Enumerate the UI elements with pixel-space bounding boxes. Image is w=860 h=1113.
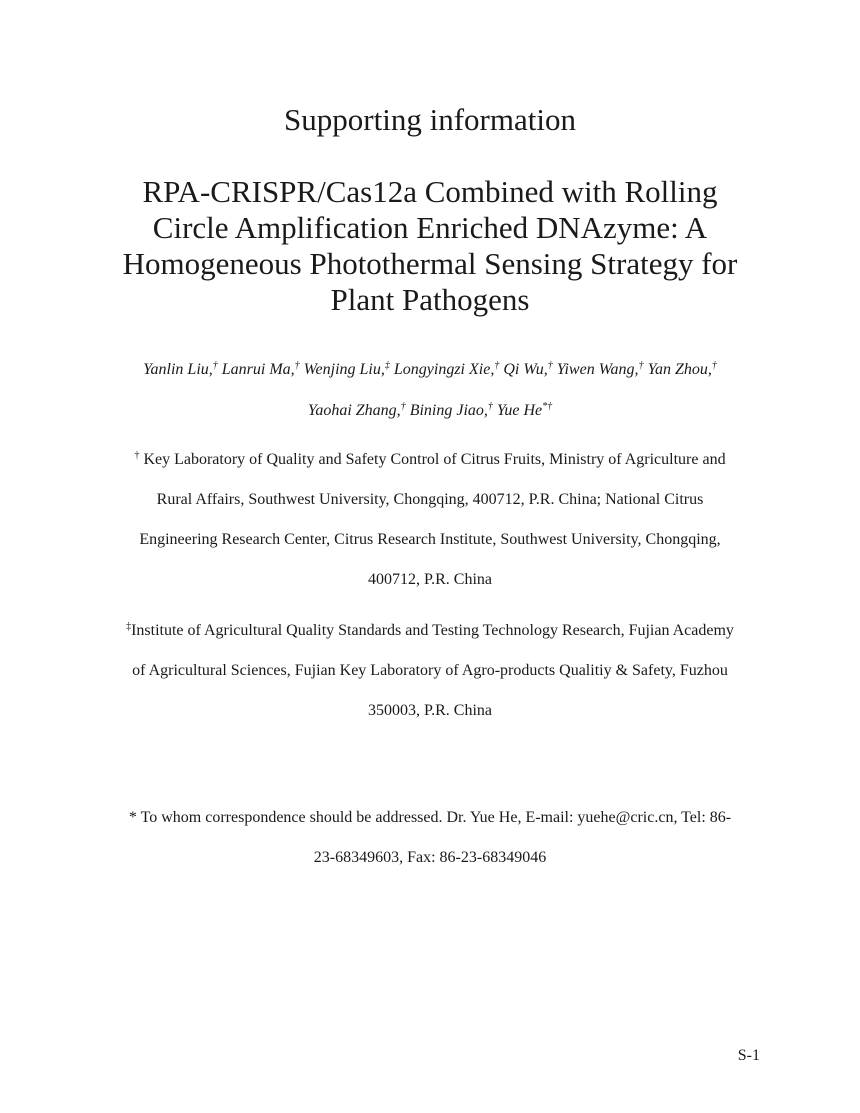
title-line: Circle Amplification Enriched DNAzyme: A [152,210,708,245]
author-name: Yan Zhou, [647,361,712,378]
paper-title [80,174,780,318]
page-number: S-1 [737,1047,760,1064]
affiliation-line: 400712, P.R. China [367,571,492,588]
affiliation-2 [90,620,770,740]
affiliation-line [90,620,770,660]
title-line: Plant Pathogens [330,282,530,317]
author-list-line-1 [40,361,820,379]
author-affiliation-mark: † [494,360,500,371]
title-line: RPA-CRISPR/Cas12a Combined with Rolling [142,174,718,209]
affiliation-line: Rural Affairs, Southwest University, Chongqing, 400712, P.R. China; National Citrus [156,491,704,508]
author-affiliation-mark: *† [542,401,553,412]
author-name: Yanlin Liu, [143,361,213,378]
affiliation-1 [90,449,770,609]
affiliation-line: 350003, P.R. China [367,702,492,719]
author-affiliation-mark: † [711,360,717,371]
affiliation-line [90,449,770,489]
affiliation-mark: † [134,450,140,461]
author-name: Lanrui Ma, [221,361,295,378]
author-affiliation-mark: † [487,401,493,412]
title-line: Homogeneous Photothermal Sensing Strategy for [122,246,738,281]
affiliation-text: Institute of Agricultural Quality Standards and Testing Technology Research, Fujian Academy [131,622,734,639]
author-name: Yaohai Zhang, [307,402,401,419]
author-affiliation-mark: ‡ [384,360,390,371]
correspondence-line: * To whom correspondence should be addressed. Dr. Yue He, E-mail: yuehe@cric.cn, Tel: 86- [128,809,732,826]
affiliation-text: Key Laboratory of Quality and Safety Control of Citrus Fruits, Ministry of Agriculture and [143,451,726,468]
author-affiliation-mark: † [212,360,218,371]
supporting-information-heading: Supporting information [284,102,576,137]
author-affiliation-mark: † [400,401,406,412]
author-name: Yiwen Wang, [556,361,639,378]
correspondence-note [90,807,770,887]
affiliation-mark: ‡ [126,621,132,632]
author-name: Bining Jiao, [409,402,488,419]
author-name: Wenjing Liu, [303,361,385,378]
author-name: Longyingzi Xie, [393,361,495,378]
author-list-line-2 [40,402,820,420]
author-affiliation-mark: † [638,360,644,371]
author-affiliation-mark: † [547,360,553,371]
author-affiliation-mark: † [294,360,300,371]
affiliation-line: Engineering Research Center, Citrus Research Institute, Southwest University, Chongqing, [139,531,721,548]
corresponding-author-name: Yue He [496,402,543,419]
affiliation-line: of Agricultural Sciences, Fujian Key Laboratory of Agro-products Qualitiy & Safety, Fuzhou [132,662,728,679]
author-name: Qi Wu, [503,361,548,378]
correspondence-line: 23-68349603, Fax: 86-23-68349046 [313,849,547,866]
